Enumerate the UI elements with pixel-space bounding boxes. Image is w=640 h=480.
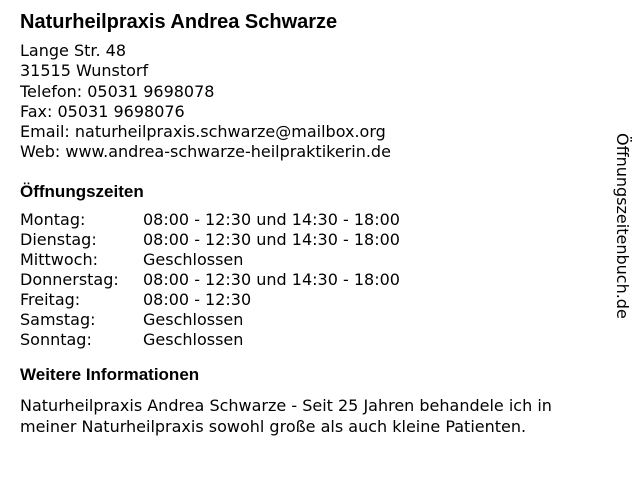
further-info-heading: Weitere Informationen — [20, 365, 200, 385]
email-address: Email: naturheilpraxis.schwarze@mailbox.org — [20, 122, 386, 142]
fax-number: Fax: 05031 9698076 — [20, 101, 185, 121]
day-label: Freitag: — [20, 290, 81, 310]
day-hours: Geschlossen — [143, 330, 244, 350]
postal-city: 31515 Wunstorf — [20, 61, 149, 81]
practice-card — [20, 10, 610, 437]
day-hours: 08:00 - 12:30 und 14:30 - 18:00 — [143, 209, 400, 229]
day-hours: Geschlossen — [143, 249, 244, 269]
hours-row-thursday — [20, 270, 610, 290]
day-hours: 08:00 - 12:30 und 14:30 - 18:00 — [143, 229, 400, 249]
brand-side-label: Öffnungszeitenbuch.de — [613, 133, 632, 319]
day-label: Donnerstag: — [20, 270, 119, 290]
practice-name: Naturheilpraxis Andrea Schwarze — [20, 11, 338, 33]
day-label: Mittwoch: — [20, 249, 98, 269]
opening-hours-table — [20, 210, 610, 351]
day-label: Montag: — [20, 209, 86, 229]
hours-row-wednesday — [20, 250, 610, 270]
day-label: Samstag: — [20, 310, 96, 330]
hours-row-friday — [20, 290, 610, 310]
day-hours: 08:00 - 12:30 — [143, 290, 252, 310]
hours-row-monday — [20, 210, 610, 230]
opening-hours-heading: Öffnungszeiten — [20, 181, 144, 201]
street-address: Lange Str. 48 — [20, 41, 127, 60]
hours-row-tuesday — [20, 230, 610, 250]
day-hours: Geschlossen — [143, 310, 244, 330]
further-info-text: Naturheilpraxis Andrea Schwarze - Seit 25 Jahren behandele ich in meiner Naturheilpraxis sowohl große als auch kleine Patienten. — [20, 396, 552, 437]
hours-row-sunday — [20, 330, 610, 350]
day-label: Dienstag: — [20, 229, 97, 249]
contact-block — [20, 41, 610, 163]
website-url: Web: www.andrea-schwarze-heilpraktikerin.de — [20, 142, 391, 162]
hours-row-saturday — [20, 310, 610, 330]
phone-number: Telefon: 05031 9698078 — [20, 81, 215, 101]
day-label: Sonntag: — [20, 330, 92, 350]
day-hours: 08:00 - 12:30 und 14:30 - 18:00 — [143, 270, 400, 290]
